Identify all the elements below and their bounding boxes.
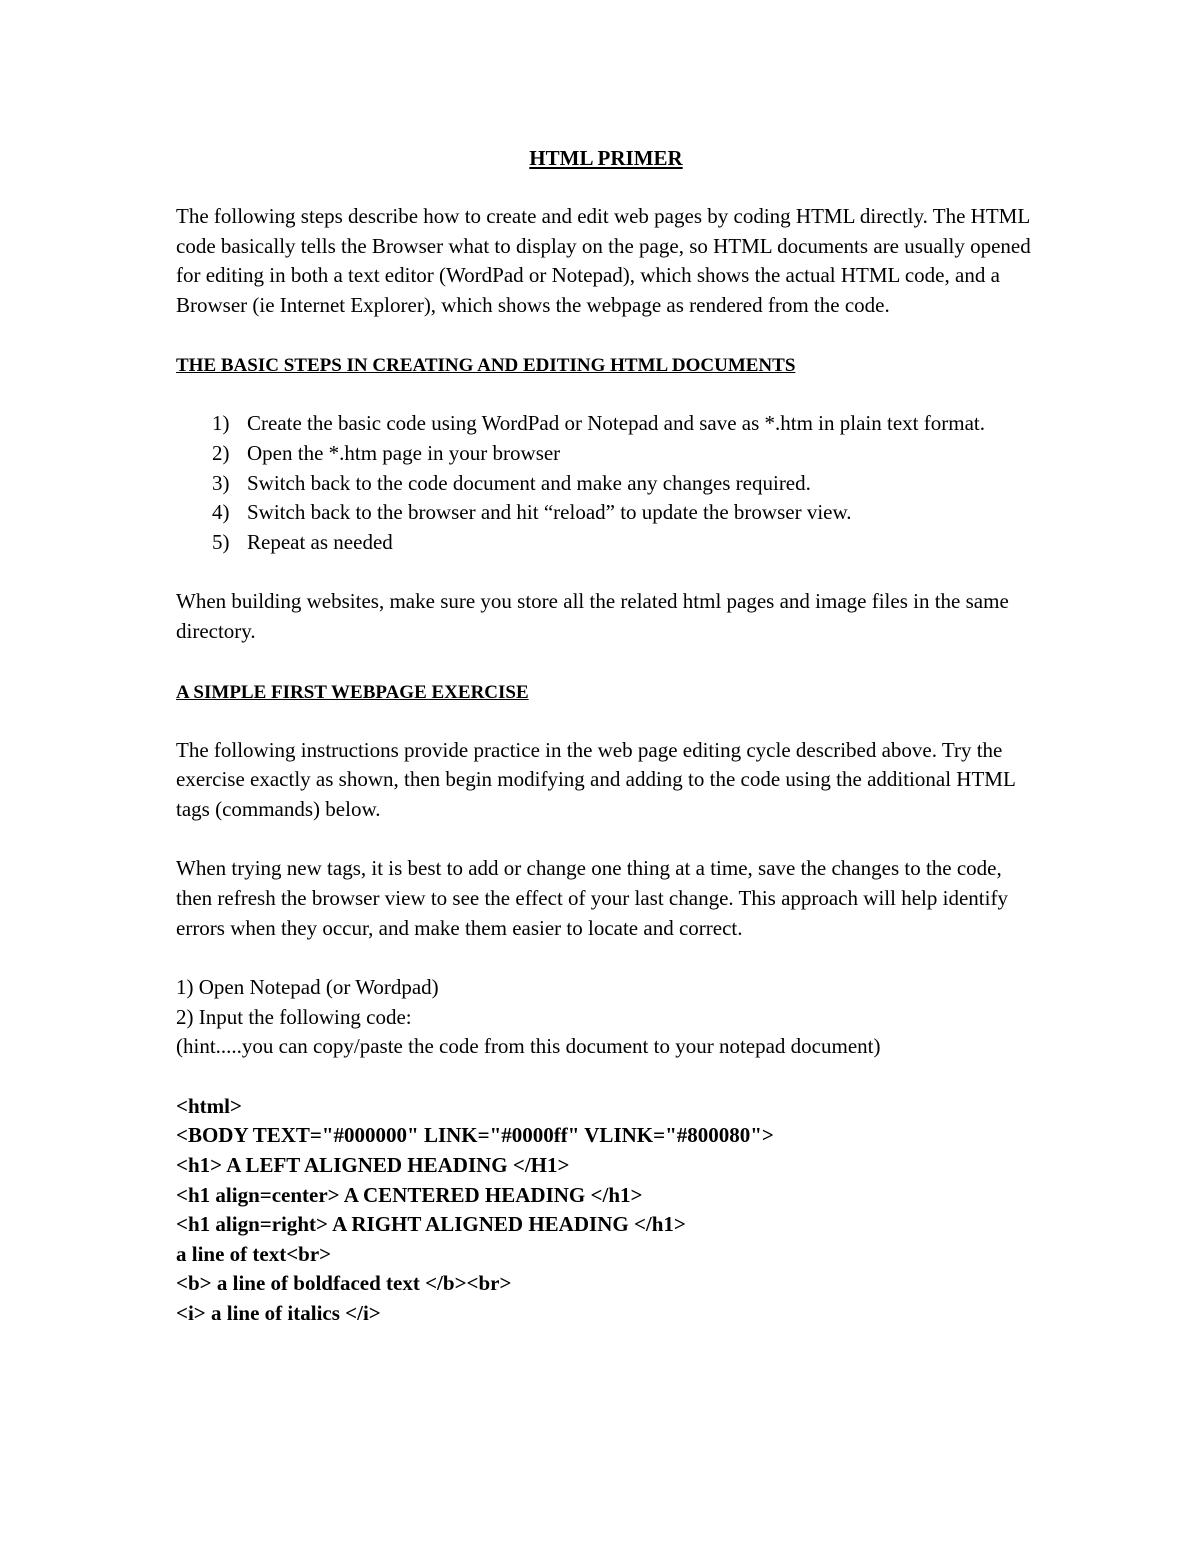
exercise-hint: (hint.....you can copy/paste the code from this document to your notepad document) bbox=[176, 1034, 881, 1059]
storage-note: When building websites, make sure you store all the related html pages and image files in the same directory. bbox=[176, 589, 1009, 643]
exercise-steps bbox=[176, 973, 1036, 1062]
list-item-text: Open the *.htm page in your browser bbox=[247, 440, 561, 465]
list-item bbox=[176, 409, 1036, 439]
exercise-paragraph-2: When trying new tags, it is best to add or change one thing at a time, save the changes to the code, then refresh the browser view to see the effect of your last change. This approach will help identify errors when they occur, and make them easier to locate and correct. bbox=[176, 856, 1008, 940]
list-item-number: 4) bbox=[212, 500, 230, 525]
list-item-number: 5) bbox=[212, 529, 230, 554]
document-page bbox=[176, 143, 1036, 1329]
code-line: <b> a line of boldfaced text </b><br> bbox=[176, 1271, 512, 1296]
code-line: <h1> A LEFT ALIGNED HEADING </H1> bbox=[176, 1153, 570, 1178]
code-line: <h1 align=center> A CENTERED HEADING </h1> bbox=[176, 1182, 643, 1207]
exercise-heading: A SIMPLE FIRST WEBPAGE EXERCISE bbox=[176, 681, 529, 703]
exercise-step-2: 2) Input the following code: bbox=[176, 1004, 412, 1029]
list-item bbox=[176, 528, 1036, 558]
code-line: <i> a line of italics </i> bbox=[176, 1301, 381, 1326]
list-item-text: Repeat as needed bbox=[247, 529, 393, 554]
list-item bbox=[176, 498, 1036, 528]
code-block bbox=[176, 1092, 1036, 1329]
exercise-step-1: 1) Open Notepad (or Wordpad) bbox=[176, 975, 439, 1000]
code-line: a line of text<br> bbox=[176, 1241, 332, 1266]
code-line: <BODY TEXT="#000000" LINK="#0000ff" VLINK="#800080"> bbox=[176, 1123, 774, 1148]
list-item-number: 3) bbox=[212, 470, 230, 495]
intro-paragraph: The following steps describe how to create and edit web pages by coding HTML directly. The HTML code basically tells the Browser what to display on the page, so HTML documents are usually opened for editing in both a text editor (WordPad or Notepad), which shows the actual HTML code, and a Browser (ie Internet Explorer), which shows the webpage as rendered from the code. bbox=[176, 204, 1031, 317]
list-item-number: 2) bbox=[212, 440, 230, 465]
exercise-paragraph-1: The following instructions provide practice in the web page editing cycle described above. Try the exercise exactly as shown, then begin modifying and adding to the code using the additional HTML tags (commands) below. bbox=[176, 737, 1016, 821]
code-line: <h1 align=right> A RIGHT ALIGNED HEADING </h1> bbox=[176, 1212, 686, 1237]
list-item-text: Create the basic code using WordPad or Notepad and save as *.htm in plain text format. bbox=[247, 411, 985, 436]
list-item-text: Switch back to the code document and make any changes required. bbox=[247, 470, 811, 495]
list-item-number: 1) bbox=[212, 411, 230, 436]
list-item bbox=[176, 439, 1036, 469]
list-item-text: Switch back to the browser and hit “reload” to update the browser view. bbox=[247, 500, 852, 525]
code-line: <html> bbox=[176, 1093, 242, 1118]
basic-steps-heading: THE BASIC STEPS IN CREATING AND EDITING HTML DOCUMENTS bbox=[176, 355, 796, 377]
page-title: HTML PRIMER bbox=[529, 146, 683, 170]
basic-steps-list bbox=[176, 409, 1036, 557]
list-item bbox=[176, 469, 1036, 499]
